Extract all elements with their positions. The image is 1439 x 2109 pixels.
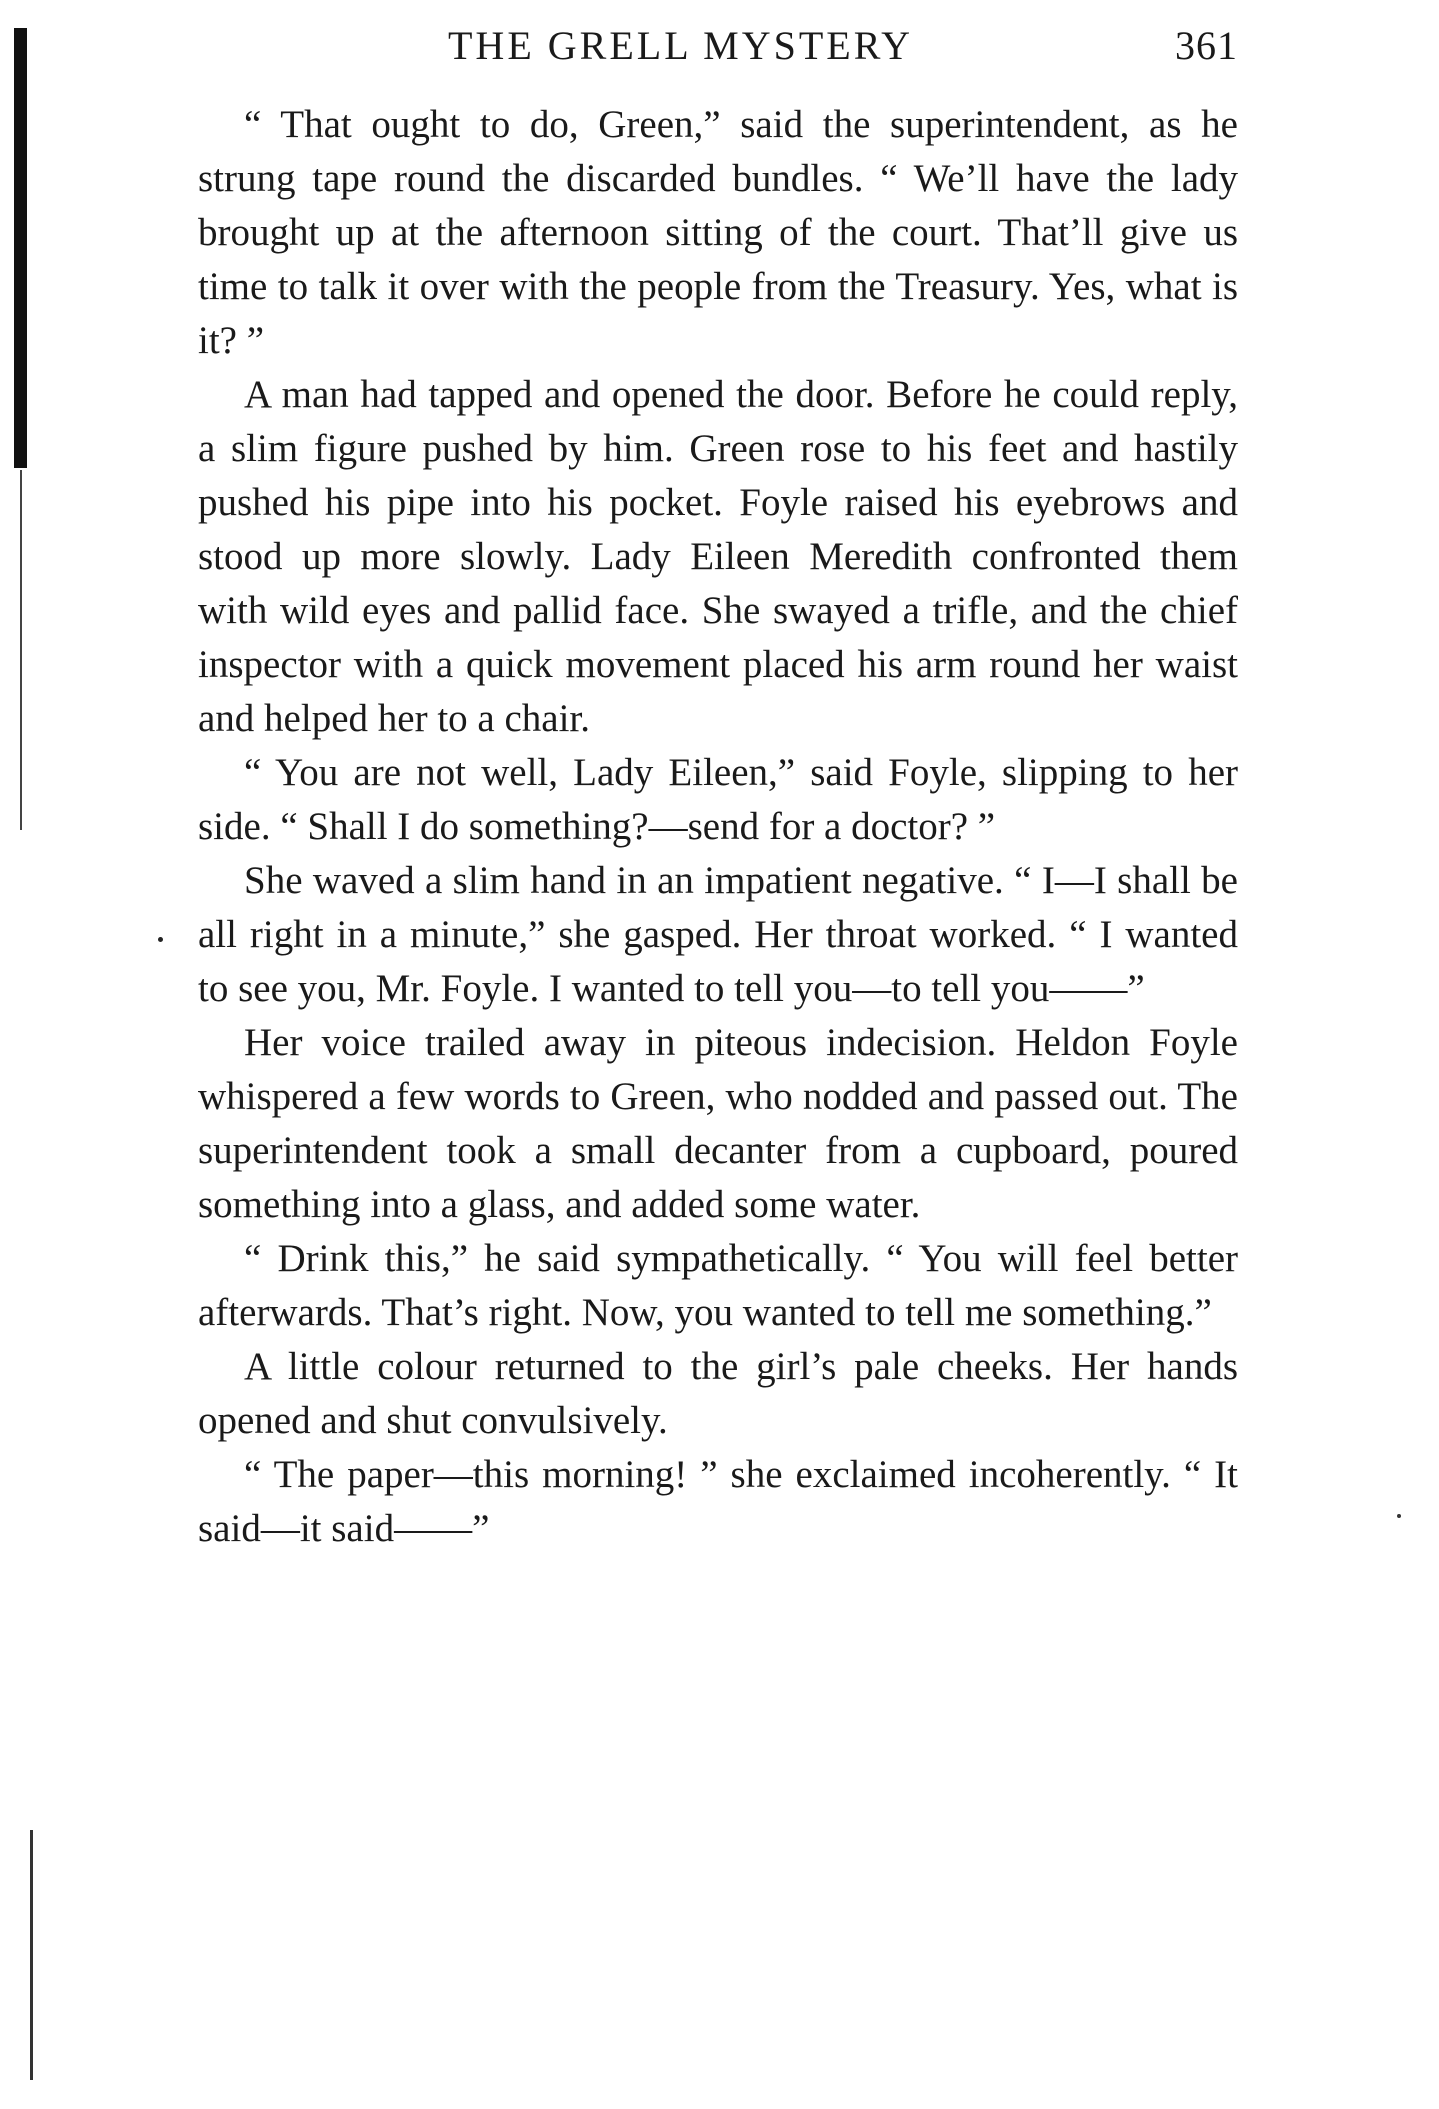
paragraph: “ Drink this,” he said sympathetically. “ You will feel better afterwards. That’s right. Now, you wanted to tell me something.” (198, 1237, 1238, 1334)
paragraph: “ The paper—this morning! ” she exclaimed incoherently. “ It said—it said——” (198, 1453, 1238, 1550)
binding-shadow (14, 28, 27, 468)
page-header (198, 22, 1238, 82)
paragraph: She waved a slim hand in an impatient negative. “ I—I shall be all right in a minute,” she gasped. Her throat worked. “ I wanted to see you, Mr. Foyle. I wanted to tell you—to tell you——” (198, 859, 1238, 1010)
binding-line-lower (30, 1830, 33, 2080)
margin-mark (158, 937, 163, 942)
running-title: THE GRELL MYSTERY (448, 23, 914, 68)
body-text (198, 98, 1238, 1556)
binding-line (20, 470, 22, 830)
page-number: 361 (1175, 23, 1238, 68)
paragraph: A little colour returned to the girl’s pale cheeks. Her hands opened and shut convulsively. (198, 1345, 1238, 1442)
paragraph: “ That ought to do, Green,” said the superintendent, as he strung tape round the discarded bundles. “ We’ll have the lady brought up at the afternoon sitting of the court. That’ll give us time to talk it over with the people from the Treasury. Yes, what is it? ” (198, 103, 1238, 362)
paper-speck (1397, 1514, 1401, 1518)
paragraph: “ You are not well, Lady Eileen,” said Foyle, slipping to her side. “ Shall I do something?—send for a doctor? ” (198, 751, 1238, 848)
paragraph: Her voice trailed away in piteous indecision. Heldon Foyle whispered a few words to Green, who nodded and passed out. The superintendent took a small decanter from a cupboard, poured something into a glass, and added some water. (198, 1021, 1238, 1226)
paragraph: A man had tapped and opened the door. Before he could reply, a slim figure pushed by him. Green rose to his feet and hastily pushed his pipe into his pocket. Foyle raised his eyebrows and stood up more slowly. Lady Eileen Meredith confronted them with wild eyes and pallid face. She swayed a trifle, and the chief inspector with a quick movement placed his arm round her waist and helped her to a chair. (198, 373, 1238, 740)
